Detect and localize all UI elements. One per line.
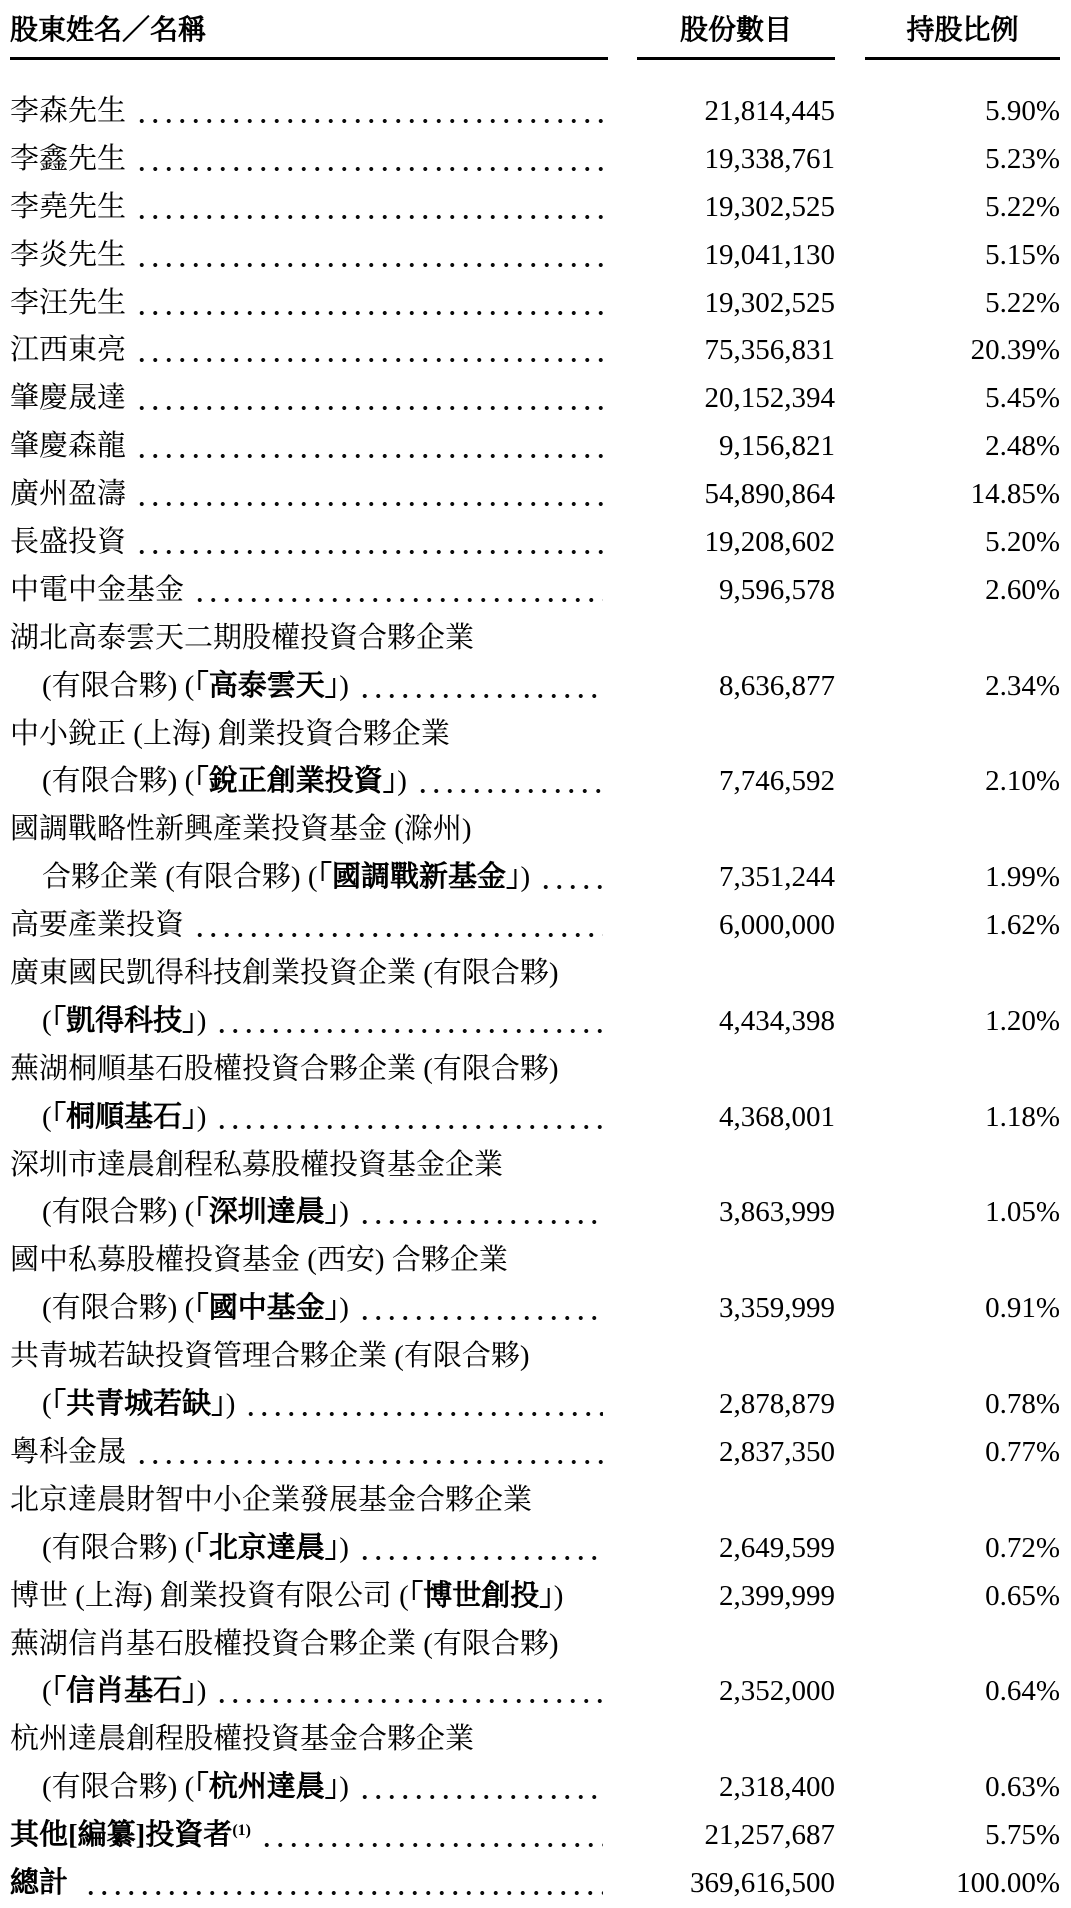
shareholder-name-text: 深圳市達晨創程私募股權投資基金企業 [10, 1148, 504, 1181]
table-row-line [10, 1477, 1060, 1525]
shareholder-name [10, 1525, 608, 1573]
shares-value: 6,000,000 [719, 909, 835, 942]
percentage-value: 0.72% [985, 1531, 1060, 1564]
dot-leader [537, 854, 603, 902]
shareholder-name-text: 共青城若缺投資管理合夥企業 (有限合夥) [10, 1340, 530, 1373]
shareholder-name-text: 其他[編纂]投資者$^{(1)}$ [10, 1819, 251, 1852]
shareholder-name [10, 519, 608, 567]
shares-value: 2,399,999 [719, 1579, 835, 1612]
percentage-value: 5.22% [985, 286, 1060, 319]
percentage-value: 2.60% [985, 573, 1060, 606]
shares-value: 19,302,525 [704, 190, 835, 223]
shareholder-name [10, 1429, 608, 1477]
table-row-line [10, 1668, 1060, 1716]
shareholder-name-text: 肇慶森龍 [10, 430, 127, 463]
table-row [10, 1716, 1060, 1812]
shareholder-name-text: 總計 [10, 1866, 69, 1899]
table-row-line [10, 1381, 1060, 1429]
shareholder-name-text: 合夥企業 (有限合夥) (「國調戰新基金」) [42, 861, 531, 894]
shareholder-name [10, 567, 608, 615]
table-row [10, 280, 1060, 328]
shareholder-name-text: 湖北高泰雲天二期股權投資合夥企業 [10, 621, 475, 654]
percentage-value: 0.63% [985, 1771, 1060, 1804]
table-row [10, 471, 1060, 519]
shareholder-name-text: 北京達晨財智中小企業發展基金合夥企業 [10, 1483, 533, 1516]
shareholder-name [10, 1142, 608, 1190]
table-row [10, 615, 1060, 711]
shareholder-name [10, 280, 608, 328]
shareholder-name [10, 1333, 608, 1381]
table-row-line [10, 1142, 1060, 1190]
dot-leader [133, 232, 603, 280]
table-row [10, 184, 1060, 232]
dot-leader [133, 519, 603, 567]
dot-leader [133, 423, 603, 471]
shares-value: 369,616,500 [690, 1866, 835, 1899]
table-row-line [10, 567, 1060, 615]
percentage-value: 5.75% [985, 1819, 1060, 1852]
shareholder-name [10, 1860, 608, 1908]
shareholder-name-text: 廣州盈濤 [10, 478, 127, 511]
shares-value: 75,356,831 [704, 334, 835, 367]
percentage-value: 5.15% [985, 238, 1060, 271]
table-row-line [10, 1429, 1060, 1477]
shareholder-name [10, 1046, 608, 1094]
table-row-line [10, 136, 1060, 184]
dot-leader [242, 1381, 603, 1429]
shareholder-name-text: 李汪先生 [10, 286, 127, 319]
table-row-line [10, 1094, 1060, 1142]
shareholder-name-text: 中小銳正 (上海) 創業投資合夥企業 [10, 717, 450, 750]
shareholder-name-text: (有限合夥) (「銳正創業投資」) [42, 765, 407, 798]
percentage-value: 1.18% [985, 1100, 1060, 1133]
shares-value: 19,302,525 [704, 286, 835, 319]
dot-leader [213, 1668, 603, 1716]
percentage-value: 2.48% [985, 430, 1060, 463]
shares-value: 20,152,394 [704, 382, 835, 415]
percentage-value: 1.62% [985, 909, 1060, 942]
percentage-value: 1.99% [985, 861, 1060, 894]
dot-leader [356, 1189, 603, 1237]
percentage-value: 100.00% [956, 1866, 1060, 1899]
percentage-value: 1.20% [985, 1004, 1060, 1037]
shareholder-name-text: 杭州達晨創程股權投資基金合夥企業 [10, 1723, 475, 1756]
table-row-line [10, 758, 1060, 806]
shareholder-name [10, 1716, 608, 1764]
shareholder-name-text: 蕪湖信肖基石股權投資合夥企業 (有限合夥) [10, 1627, 559, 1660]
table-row-line [10, 88, 1060, 136]
shares-value: 21,814,445 [704, 95, 835, 127]
table-row-line [10, 1237, 1060, 1285]
shareholder-name [10, 711, 608, 759]
table-row [10, 902, 1060, 950]
shareholder-name [10, 1668, 608, 1716]
shareholder-name [10, 327, 608, 375]
dot-leader [356, 663, 603, 711]
shares-value: 19,338,761 [704, 142, 835, 175]
shares-value: 2,318,400 [719, 1771, 835, 1804]
table-row-line [10, 1189, 1060, 1237]
dot-leader [133, 280, 603, 328]
shareholder-name-text: (有限合夥) (「深圳達晨」) [42, 1196, 349, 1229]
percentage-value: 0.77% [985, 1435, 1060, 1468]
column-header-number-of-shares: 股份數目 [637, 8, 835, 60]
percentage-value: 0.91% [985, 1292, 1060, 1325]
table-row-line [10, 950, 1060, 998]
table-row [10, 1237, 1060, 1333]
dot-leader [191, 902, 603, 950]
shareholder-name-text: 國調戰略性新興產業投資基金 (滁州) [10, 813, 472, 846]
shareholder-name-text: (有限合夥) (「北京達晨」) [42, 1531, 349, 1564]
table-row-line [10, 615, 1060, 663]
shareholder-name [10, 184, 608, 232]
table-row [10, 950, 1060, 1046]
table-row-line [10, 1573, 1060, 1621]
table-header [10, 8, 1060, 60]
dot-leader [213, 998, 603, 1046]
shareholder-name-text: 中電中金基金 [10, 573, 185, 606]
shareholder-name [10, 902, 608, 950]
table-row [10, 88, 1060, 136]
table-row [10, 1860, 1060, 1908]
table-row-line [10, 998, 1060, 1046]
shareholder-name [10, 375, 608, 423]
shareholder-name-text: (「共青城若缺」) [42, 1388, 236, 1421]
dot-leader [133, 136, 603, 184]
table-row [10, 519, 1060, 567]
shareholder-name-text: 蕪湖桐順基石股權投資合夥企業 (有限合夥) [10, 1052, 559, 1085]
shares-value: 2,352,000 [719, 1675, 835, 1708]
percentage-value: 2.34% [985, 669, 1060, 702]
table-row-line [10, 184, 1060, 232]
table-row [10, 1477, 1060, 1573]
shares-value: 4,368,001 [719, 1100, 835, 1133]
shares-value: 2,649,599 [719, 1531, 835, 1564]
percentage-value: 5.23% [985, 142, 1060, 175]
shares-value: 2,878,879 [719, 1388, 835, 1421]
shares-value: 21,257,687 [704, 1819, 835, 1852]
dot-leader [133, 1429, 603, 1477]
shares-value: 19,208,602 [704, 526, 835, 559]
percentage-value: 0.65% [985, 1579, 1060, 1612]
table-row-line [10, 1764, 1060, 1812]
shareholder-name-text: 長盛投資 [10, 526, 127, 559]
percentage-value: 5.20% [985, 526, 1060, 559]
shareholder-name [10, 1094, 608, 1142]
percentage-value: 5.90% [985, 95, 1060, 127]
shareholder-name-text: (有限合夥) (「高泰雲天」) [42, 669, 349, 702]
shareholder-name [10, 998, 608, 1046]
table-row [10, 1046, 1060, 1142]
table-row-line [10, 1046, 1060, 1094]
percentage-value: 2.10% [985, 765, 1060, 798]
dot-leader [133, 375, 603, 423]
shareholder-name-text: 博世 (上海) 創業投資有限公司 (「博世創投」) [10, 1579, 564, 1612]
table-row-line [10, 471, 1060, 519]
percentage-value: 0.64% [985, 1675, 1060, 1708]
shareholder-name [10, 88, 608, 136]
table-row-line [10, 1285, 1060, 1333]
table-row-line [10, 1333, 1060, 1381]
dot-leader [133, 471, 603, 519]
shares-value: 9,156,821 [719, 430, 835, 463]
table-row-line [10, 902, 1060, 950]
shareholder-name [10, 950, 608, 998]
shareholder-name [10, 806, 608, 854]
table-row-line [10, 1812, 1060, 1860]
table-row-line [10, 280, 1060, 328]
table-row [10, 232, 1060, 280]
shareholder-name-text: 江西東亮 [10, 334, 127, 367]
shareholder-name-text: 高要產業投資 [10, 909, 185, 942]
table-row [10, 1621, 1060, 1717]
table-rows [10, 88, 1060, 1908]
shareholder-name-text: 李鑫先生 [10, 142, 127, 175]
shareholder-name-text: (「桐順基石」) [42, 1100, 207, 1133]
table-row-line [10, 327, 1060, 375]
shareholder-name [10, 1573, 608, 1621]
dot-leader [191, 567, 603, 615]
shareholder-name-text: (有限合夥) (「國中基金」) [42, 1292, 349, 1325]
table-row [10, 327, 1060, 375]
table-row-line [10, 375, 1060, 423]
shareholder-name [10, 854, 608, 902]
shareholder-name [10, 1381, 608, 1429]
table-row [10, 1333, 1060, 1429]
shareholder-name-text: 國中私募股權投資基金 (西安) 合夥企業 [10, 1244, 508, 1277]
shareholder-name [10, 758, 608, 806]
table-row [10, 1573, 1060, 1621]
percentage-value: 5.22% [985, 190, 1060, 223]
table-row-line [10, 854, 1060, 902]
shares-value: 2,837,350 [719, 1435, 835, 1468]
table-row [10, 1429, 1060, 1477]
table-row-line [10, 1525, 1060, 1573]
column-header-shareholder-name: 股東姓名／名稱 [10, 8, 608, 60]
dot-leader [414, 758, 603, 806]
shares-value: 7,351,244 [719, 861, 835, 894]
table-row [10, 136, 1060, 184]
dot-leader [133, 88, 603, 136]
shares-value: 7,746,592 [719, 765, 835, 798]
percentage-value: 5.45% [985, 382, 1060, 415]
shareholder-name-text: 粵科金晟 [10, 1435, 127, 1468]
dot-leader [356, 1525, 603, 1573]
percentage-value: 20.39% [970, 334, 1060, 367]
shareholder-name-text: (「凱得科技」) [42, 1004, 207, 1037]
shareholder-name-text: 李森先生 [10, 95, 127, 127]
shares-value: 54,890,864 [704, 478, 835, 511]
table-row [10, 1142, 1060, 1238]
shareholder-name [10, 471, 608, 519]
dot-leader [356, 1764, 603, 1812]
shares-value: 9,596,578 [719, 573, 835, 606]
table-row [10, 375, 1060, 423]
shareholder-name [10, 1812, 608, 1860]
shareholder-name-text: (有限合夥) (「杭州達晨」) [42, 1771, 349, 1804]
percentage-value: 14.85% [970, 478, 1060, 511]
shareholder-name-text: 肇慶晟達 [10, 382, 127, 415]
shareholder-name [10, 615, 608, 663]
dot-leader [133, 184, 603, 232]
column-header-shareholding-percentage: 持股比例 [865, 8, 1060, 60]
dot-leader [213, 1094, 603, 1142]
table-row-line [10, 1621, 1060, 1669]
table-row [10, 806, 1060, 902]
shareholder-name [10, 1189, 608, 1237]
shares-value: 8,636,877 [719, 669, 835, 702]
dot-leader [356, 1285, 603, 1333]
shareholder-name-text: 李堯先生 [10, 190, 127, 223]
shareholder-name [10, 663, 608, 711]
shares-value: 19,041,130 [704, 238, 835, 271]
dot-leader [133, 327, 603, 375]
shares-value: 4,434,398 [719, 1004, 835, 1037]
shareholder-name-text: 廣東國民凱得科技創業投資企業 (有限合夥) [10, 957, 559, 990]
table-row-line [10, 806, 1060, 854]
shareholder-name [10, 1764, 608, 1812]
dot-leader [82, 1860, 603, 1908]
shares-value: 3,359,999 [719, 1292, 835, 1325]
table-row [10, 1812, 1060, 1860]
table-row-line [10, 232, 1060, 280]
table-row-line [10, 1860, 1060, 1908]
table-row [10, 567, 1060, 615]
shareholder-name [10, 1621, 608, 1669]
shareholder-name [10, 423, 608, 471]
shareholder-name-text: 李炎先生 [10, 238, 127, 271]
shareholder-name [10, 136, 608, 184]
dot-leader [258, 1812, 603, 1860]
table-row-line [10, 1716, 1060, 1764]
table-row [10, 423, 1060, 471]
table-row-line [10, 519, 1060, 567]
table-row [10, 711, 1060, 807]
percentage-value: 0.78% [985, 1388, 1060, 1421]
table-row-line [10, 711, 1060, 759]
shareholder-name [10, 1477, 608, 1525]
shareholder-name-text: (「信肖基石」) [42, 1675, 207, 1708]
shares-value: 3,863,999 [719, 1196, 835, 1229]
table-row-line [10, 423, 1060, 471]
percentage-value: 1.05% [985, 1196, 1060, 1229]
table-row-line [10, 663, 1060, 711]
shareholder-name [10, 1285, 608, 1333]
shareholder-name [10, 1237, 608, 1285]
shareholder-name [10, 232, 608, 280]
